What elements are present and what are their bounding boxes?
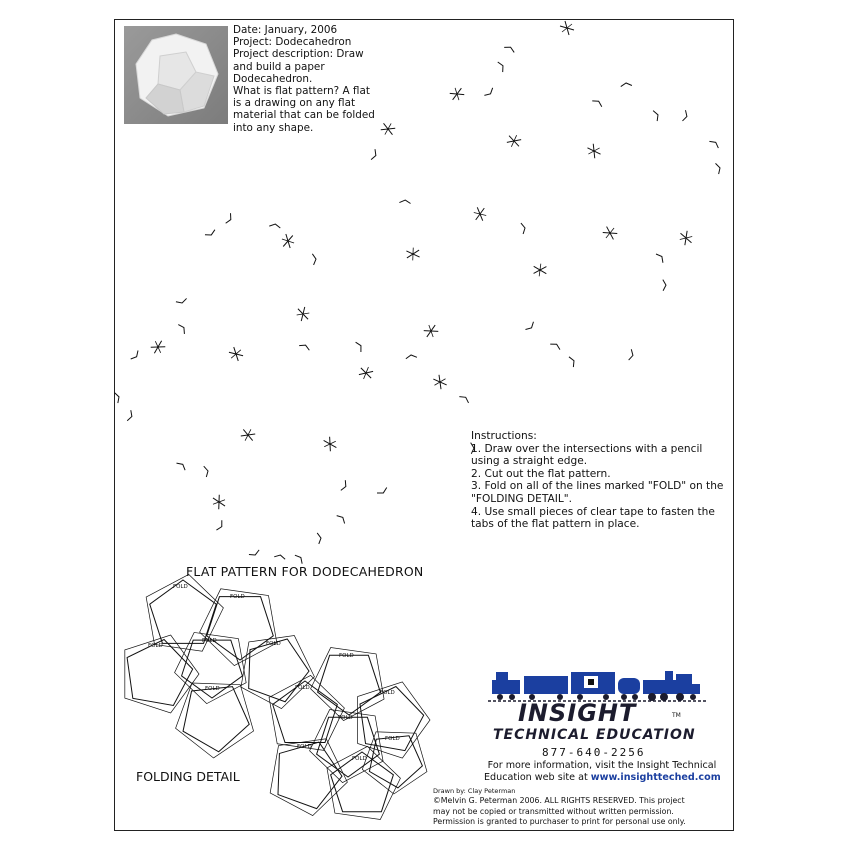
- fold-label: FOLD: [295, 685, 310, 691]
- instruction-line: 3. Fold on all of the lines marked "FOLD" on the: [471, 480, 724, 493]
- more-info: [484, 760, 720, 784]
- instruction-line: tabs of the flat pattern in place.: [471, 518, 640, 531]
- fold-label: FOLD: [266, 641, 281, 647]
- copyright-line: Permission is granted to purchaser to print for personal use only.: [433, 816, 686, 826]
- fold-label: FOLD: [380, 690, 395, 696]
- instruction-line: 1. Draw over the intersections with a pencil: [471, 442, 703, 455]
- instruction-line: using a straight edge.: [471, 455, 588, 468]
- desc-line: Project description: Draw: [233, 48, 364, 61]
- credits: [433, 786, 686, 827]
- desc-line: is a drawing on any flat: [233, 97, 356, 110]
- fold-label: FOLD: [339, 653, 354, 659]
- instruction-line: 4. Use small pieces of clear tape to fasten the: [471, 505, 715, 518]
- desc-line: What is flat pattern? A flat: [233, 85, 370, 98]
- website-link[interactable]: www.insightteched.com: [590, 772, 721, 783]
- brand-insight: INSIGHT: [518, 699, 637, 727]
- trademark-mark: TM: [672, 712, 681, 719]
- fold-label: FOLD: [385, 736, 400, 742]
- brand-technical-education: TECHNICAL EDUCATION: [493, 727, 696, 743]
- fold-label: FOLD: [202, 638, 217, 644]
- fold-label: FOLD: [352, 756, 367, 762]
- pattern-title: FLAT PATTERN FOR DODECAHEDRON: [186, 564, 424, 579]
- fold-label: FOLD: [297, 744, 312, 750]
- fold-label: FOLD: [205, 686, 220, 692]
- desc-line: Dodecahedron.: [233, 72, 313, 85]
- desc-line: and build a paper: [233, 60, 325, 73]
- more-info-line: For more information, visit the Insight Technical: [487, 760, 717, 771]
- desc-line: material that can be folded: [233, 109, 375, 122]
- copyright-line: may not be copied or transmitted without written permission.: [433, 806, 674, 816]
- instruction-line: "FOLDING DETAIL".: [471, 492, 573, 505]
- desc-line: Project: Dodecahedron: [233, 36, 352, 49]
- fold-label: FOLD: [230, 594, 245, 600]
- copyright-line: ©Melvin G. Peterman 2006. ALL RIGHTS RESERVED. This project: [433, 796, 685, 806]
- fold-label: FOLD: [338, 715, 353, 721]
- instruction-line: 2. Cut out the flat pattern.: [471, 467, 611, 480]
- instruction-line: Instructions:: [471, 430, 537, 442]
- desc-line: Date: January, 2006: [233, 24, 338, 36]
- desc-line: into any shape.: [233, 121, 314, 134]
- fold-label: FOLD: [173, 584, 188, 590]
- phone-number: 877-640-2256: [542, 746, 646, 759]
- folding-detail-title: FOLDING DETAIL: [136, 769, 240, 784]
- fold-label: FOLD: [148, 643, 163, 649]
- more-info-prefix: Education web site at: [484, 772, 591, 783]
- more-info-line2: [484, 772, 720, 784]
- drawn-by: Drawn by: Clay Peterman: [433, 787, 516, 795]
